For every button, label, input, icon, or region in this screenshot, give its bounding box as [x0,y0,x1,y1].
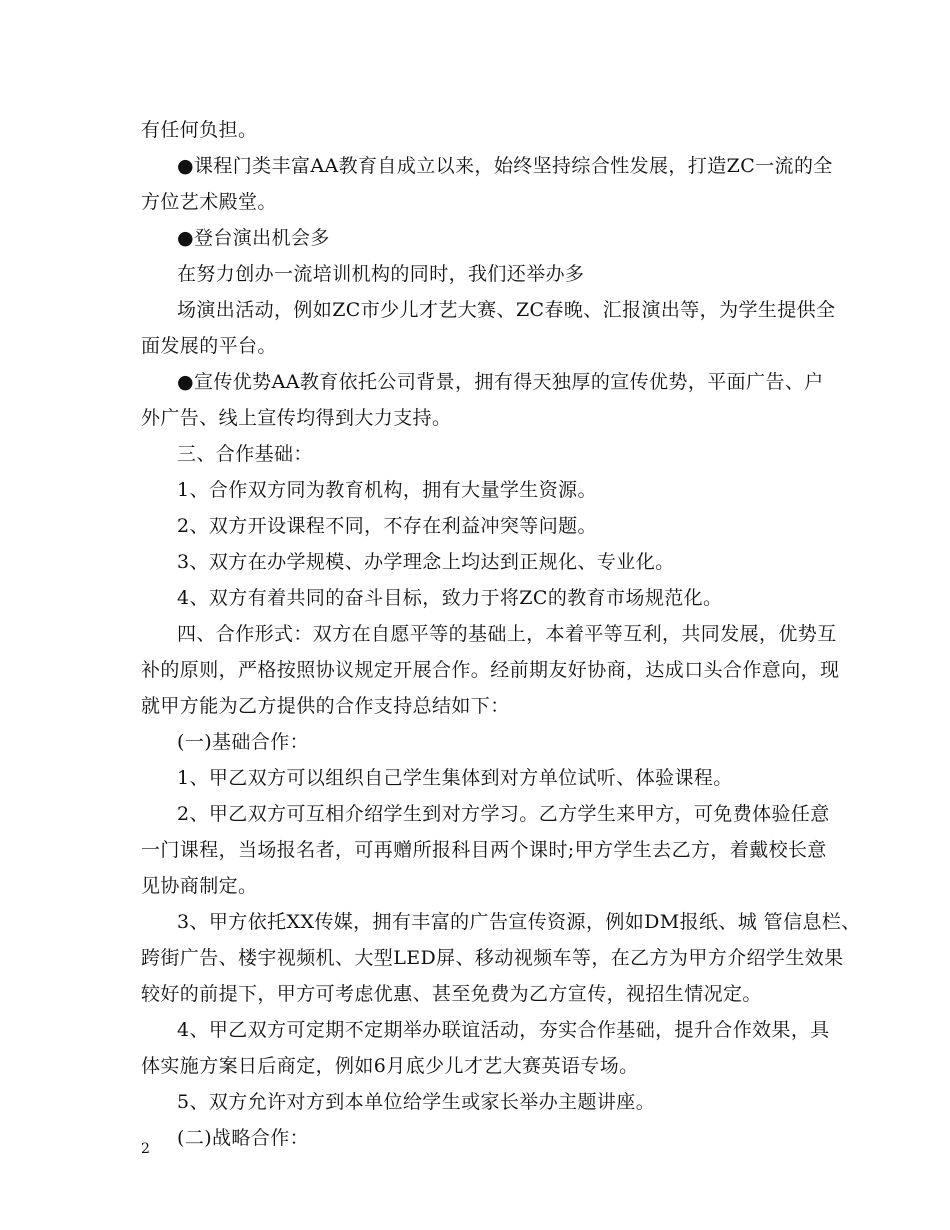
text-line: 1、甲乙双方可以组织自己学生集体到对方单位试听、体验课程。 [177,767,733,789]
text-line: 1、合作双方同为教育机构，拥有大量学生资源。 [177,479,597,501]
text-line: 3、甲方依托XX传媒，拥有丰富的广告宣传资源，例如DM报纸、城 管信息栏、 [177,911,861,933]
text-line: 跨街广告、楼宇视频机、大型LED屏、移动视频车等，在乙方为甲方介绍学生效果 [141,947,844,969]
text-line: 外广告、线上宣传均得到大力支持。 [141,407,452,429]
text-line: ●登台演出机会多 [177,227,330,249]
text-line: 体实施方案日后商定，例如6月底少儿才艺大赛英语专场。 [141,1055,639,1077]
text-line: 就甲方能为乙方提供的合作支持总结如下： [141,695,510,717]
text-line: 四、合作形式：双方在自愿平等的基础上，本着平等互利，共同发展，优势互 [177,623,837,645]
text-line: 场演出活动，例如ZC市少儿才艺大赛、ZC春晚、汇报演出等，为学生提供全 [177,299,836,321]
page-number: 2 [141,1141,150,1157]
text-line: 方位艺术殿堂。 [141,191,277,213]
text-line: 见协商制定。 [141,875,258,897]
text-line: 有任何负担。 [141,119,258,141]
subsection-heading: (一)基础合作： [177,731,310,753]
text-line: 4、双方有着共同的奋斗目标，致力于将ZC的教育市场规范化。 [177,587,723,609]
section-heading: 三、合作基础： [177,443,313,465]
text-line: ●课程门类丰富AA教育自成立以来，始终坚持综合性发展，打造ZC一流的全 [177,155,833,177]
text-line: 5、双方允许对方到本单位给学生或家长举办主题讲座。 [177,1091,656,1113]
text-line: 较好的前提下，甲方可考虑优惠、甚至免费为乙方宣传，视招生情况定。 [141,983,762,1005]
text-line: 3、双方在办学规模、办学理念上均达到正规化、专业化。 [177,551,675,573]
text-line: 在努力创办一流培训机构的同时，我们还举办多 [177,263,585,285]
text-line: 补的原则，严格按照协议规定开展合作。经前期友好协商，达成口头合作意向，现 [141,659,840,681]
text-line: 4、甲乙双方可定期不定期举办联谊活动，夯实合作基础，提升合作效果，具 [177,1019,830,1041]
text-line: 一门课程，当场报名者，可再赠所报科目两个课时;甲方学生去乙方，着戴校长意 [141,839,827,861]
text-line: 面发展的平台。 [141,335,277,357]
subsection-heading: (二)战略合作： [177,1127,310,1149]
text-line: 2、甲乙双方可互相介绍学生到对方学习。乙方学生来甲方，可免费体验任意 [177,803,830,825]
text-line: ●宣传优势AA教育依托公司背景，拥有得天独厚的宣传优势，平面广告、户 [177,371,824,393]
text-line: 2、双方开设课程不同，不存在利益冲突等问题。 [177,515,597,537]
